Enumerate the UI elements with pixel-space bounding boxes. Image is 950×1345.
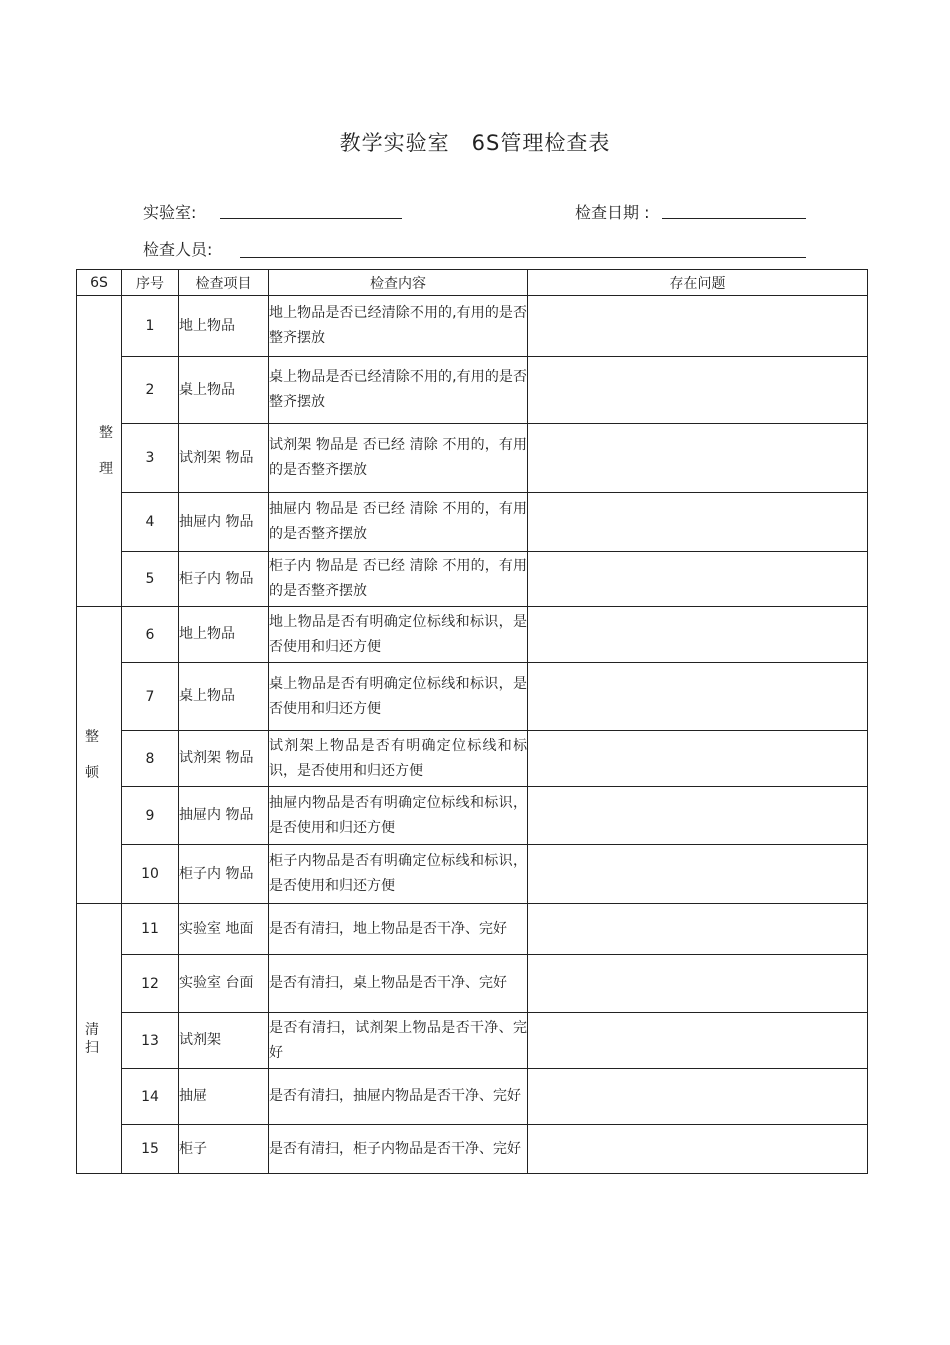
category-seiso: 清 扫: [77, 904, 122, 1174]
table-row: [77, 904, 868, 955]
issue-cell[interactable]: [528, 493, 868, 552]
inspection-table: [76, 269, 868, 1174]
issue-cell[interactable]: [528, 1013, 868, 1069]
table-row: [77, 663, 868, 731]
col-header-6s: 6S: [77, 270, 122, 296]
table-row: [77, 357, 868, 424]
check-item: 柜子: [179, 1125, 269, 1174]
page-title: 教学实验室 6S管理检查表: [339, 131, 611, 155]
col-header-item: 检查项目: [179, 270, 269, 296]
issue-cell[interactable]: [528, 1069, 868, 1125]
col-header-content: 检查内容: [269, 270, 528, 296]
check-content: 抽屉内物品是否有明确定位标线和标识，是否使用和归还方便: [269, 787, 528, 845]
row-number: 2: [122, 357, 179, 424]
issue-cell[interactable]: [528, 663, 868, 731]
date-label: 检查日期 :: [575, 203, 650, 222]
issue-cell[interactable]: [528, 296, 868, 357]
table-row: [77, 296, 868, 357]
row-number: 5: [122, 552, 179, 607]
table-row: [77, 845, 868, 904]
row-number: 1: [122, 296, 179, 357]
check-content: 桌上物品是否有明确定位标线和标识，是否使用和归还方便: [269, 663, 528, 731]
check-content: 试剂架 物品是 否已经 清除 不用的，有用的是否整齐摆放: [269, 424, 528, 493]
check-content: 是否有清扫，抽屉内物品是否干净、完好: [269, 1069, 528, 1125]
table-row: [77, 552, 868, 607]
row-number: 14: [122, 1069, 179, 1125]
check-content: 试剂架上物品是否有明确定位标线和标识，是否使用和归还方便: [269, 731, 528, 787]
issue-cell[interactable]: [528, 845, 868, 904]
check-content: 柜子内物品是否有明确定位标线和标识，是否使用和归还方便: [269, 845, 528, 904]
row-number: 11: [122, 904, 179, 955]
col-header-no: 序号: [122, 270, 179, 296]
row-number: 9: [122, 787, 179, 845]
check-item: 抽屉内 物品: [179, 787, 269, 845]
issue-cell[interactable]: [528, 955, 868, 1013]
check-item: 地上物品: [179, 607, 269, 663]
check-content: 是否有清扫，地上物品是否干净、完好: [269, 904, 528, 955]
table-row: [77, 955, 868, 1013]
lab-label: 实验室:: [143, 203, 197, 222]
date-field[interactable]: [662, 218, 806, 219]
row-number: 15: [122, 1125, 179, 1174]
check-content: 桌上物品是否已经清除不用的,有用的是否整齐摆放: [269, 357, 528, 424]
issue-cell[interactable]: [528, 904, 868, 955]
issue-cell[interactable]: [528, 357, 868, 424]
row-number: 12: [122, 955, 179, 1013]
check-item: 桌上物品: [179, 663, 269, 731]
check-item: 试剂架: [179, 1013, 269, 1069]
check-content: 地上物品是否已经清除不用的,有用的是否整齐摆放: [269, 296, 528, 357]
check-content: 柜子内 物品是 否已经 清除 不用的，有用的是否整齐摆放: [269, 552, 528, 607]
check-item: 柜子内 物品: [179, 552, 269, 607]
table-row: [77, 424, 868, 493]
check-item: 桌上物品: [179, 357, 269, 424]
row-number: 7: [122, 663, 179, 731]
check-item: 实验室 地面: [179, 904, 269, 955]
issue-cell[interactable]: [528, 424, 868, 493]
check-item: 实验室 台面: [179, 955, 269, 1013]
table-row: [77, 1013, 868, 1069]
row-number: 3: [122, 424, 179, 493]
table-header-row: [77, 270, 868, 296]
issue-cell[interactable]: [528, 787, 868, 845]
check-item: 抽屉内 物品: [179, 493, 269, 552]
table-row: [77, 1069, 868, 1125]
check-item: 试剂架 物品: [179, 424, 269, 493]
row-number: 10: [122, 845, 179, 904]
row-number: 13: [122, 1013, 179, 1069]
check-item: 试剂架 物品: [179, 731, 269, 787]
check-content: 是否有清扫，试剂架上物品是否干净、完好: [269, 1013, 528, 1069]
issue-cell[interactable]: [528, 1125, 868, 1174]
inspector-field[interactable]: [240, 257, 806, 258]
category-seiri: 整 理: [77, 296, 122, 607]
check-item: 地上物品: [179, 296, 269, 357]
issue-cell[interactable]: [528, 607, 868, 663]
check-item: 抽屉: [179, 1069, 269, 1125]
table-row: [77, 731, 868, 787]
issue-cell[interactable]: [528, 552, 868, 607]
table-row: [77, 787, 868, 845]
table-row: [77, 493, 868, 552]
inspector-label: 检查人员:: [143, 240, 213, 259]
check-content: 是否有清扫，柜子内物品是否干净、完好: [269, 1125, 528, 1174]
row-number: 4: [122, 493, 179, 552]
lab-field[interactable]: [220, 218, 402, 219]
row-number: 6: [122, 607, 179, 663]
col-header-issue: 存在问题: [528, 270, 868, 296]
row-number: 8: [122, 731, 179, 787]
check-content: 地上物品是否有明确定位标线和标识，是否使用和归还方便: [269, 607, 528, 663]
check-item: 柜子内 物品: [179, 845, 269, 904]
check-content: 是否有清扫，桌上物品是否干净、完好: [269, 955, 528, 1013]
category-seiton: 整 顿: [77, 607, 122, 904]
table-row: [77, 1125, 868, 1174]
issue-cell[interactable]: [528, 731, 868, 787]
table-row: [77, 607, 868, 663]
check-content: 抽屉内 物品是 否已经 清除 不用的，有用的是否整齐摆放: [269, 493, 528, 552]
